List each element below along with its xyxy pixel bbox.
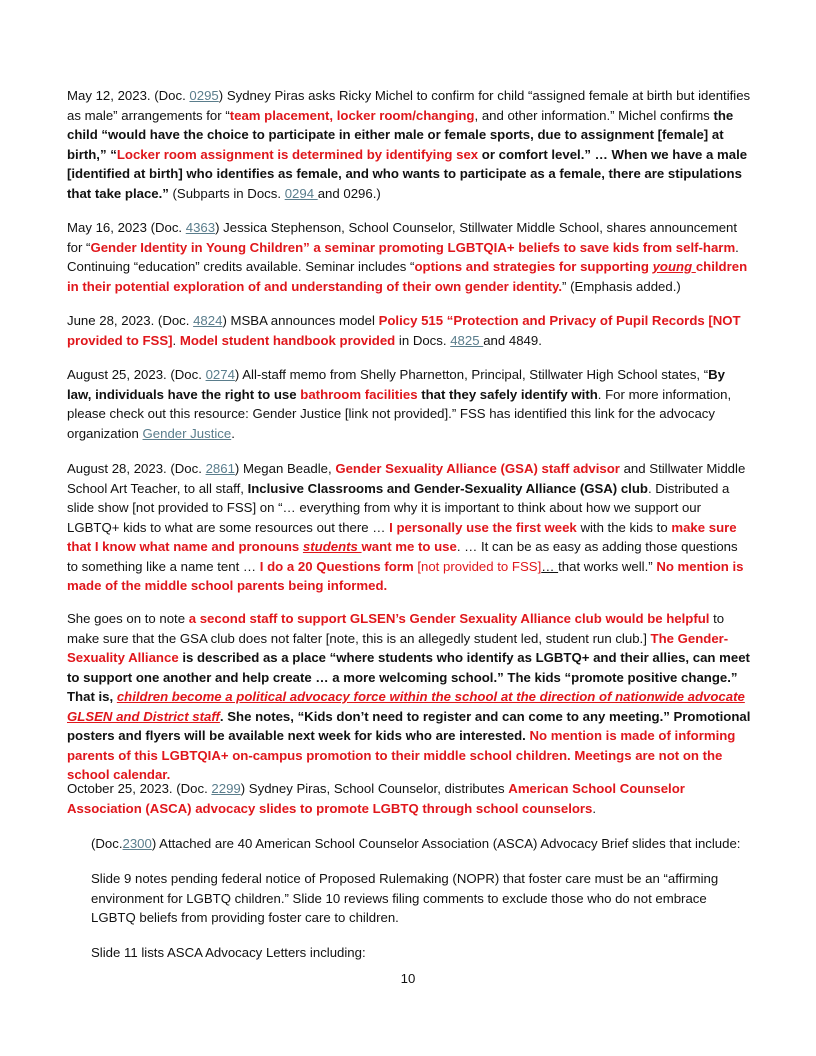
doc-link-4825[interactable]: 4825 — [450, 332, 484, 348]
doc-link-2299[interactable]: 2299 — [211, 781, 241, 796]
entry-text: ” (Emphasis added.) — [562, 278, 681, 294]
entry-slide-9-10 — [91, 869, 751, 928]
entry-text: ) Jessica Stephenson, School Counselor, Stillwater Middle School, shares announcement for “ — [67, 220, 738, 255]
entry-text: (Doc. — [91, 836, 123, 851]
entry-may-16-2023 — [67, 218, 752, 296]
red-emphasis: make sure that I know what name and pronouns — [67, 519, 737, 554]
entry-text: that works well.” — [558, 558, 657, 574]
entry-text: . … It can be as easy as adding those questions to something like a name tent … — [67, 539, 738, 574]
entry-text: ) Sydney Piras, School Counselor, distributes — [240, 781, 509, 796]
entry-slide-11 — [91, 943, 751, 963]
red-emphasis: want me to use — [361, 539, 457, 554]
red-emphasis: The Gender-Sexuality Alliance — [67, 630, 729, 665]
bold-quote: or comfort level.” … When we have a male [identified at birth] who identifies as female, and who wants to participate as a female, there are stipulations that take place.” — [67, 146, 748, 201]
red-emphasis: No mention is made of the middle school parents being informed. — [67, 558, 744, 593]
red-underlined-emphasis: children become a political advocacy force within the school at the direction of nationwide advocate GLSEN and District staff — [67, 689, 745, 724]
red-emphasis: Gender Sexuality Alliance (GSA) staff advisor — [335, 461, 620, 476]
entry-text: ) Megan Beadle, — [234, 461, 336, 476]
entry-may-12-2023 — [67, 86, 752, 203]
red-emphasis: American School Counselor Association (ASCA) advocacy slides to promote LGBTQ through school counselors — [67, 781, 685, 816]
entry-text: ) Sydney Piras asks Ricky Michel to confirm for child “assigned female at birth but identifies as male” arrangements for “ — [67, 88, 751, 123]
entry-text: . — [231, 425, 235, 441]
entry-text: . For more information, please check out this resource: Gender Justice [link not provided].” FSS has identified this link for the advocacy organization — [67, 386, 732, 441]
red-underlined-emphasis: students — [302, 539, 362, 554]
entry-text: May 16, 2023 (Doc. — [67, 220, 186, 235]
entry-text: June 28, 2023. (Doc. — [67, 313, 194, 328]
entry-text: to make sure that the GSA club does not falter [note, this is an allegedly student led, student run club.] — [67, 611, 725, 646]
entry-august-25-2023 — [67, 365, 752, 443]
doc-link-2300[interactable]: 2300 — [122, 836, 152, 851]
entry-text: ) MSBA announces model — [222, 313, 379, 328]
entry-text: . Distributed a slide show [not provided to FSS] on “… everything from why it is important to think about how we support our LGBTQ+ kids to what are some resources out there … — [67, 480, 730, 535]
entry-june-28-2023 — [67, 311, 752, 350]
entry-text: . — [172, 332, 180, 348]
entry-text: August 28, 2023. (Doc. — [67, 461, 206, 476]
red-emphasis: Gender Identity in Young Children” a seminar promoting LGBTQIA+ beliefs to save kids from self-harm — [90, 239, 736, 255]
red-emphasis: team placement, locker room/changing — [229, 107, 475, 123]
red-emphasis: I do a 20 Questions form — [259, 558, 414, 574]
entry-text: . — [592, 800, 597, 816]
red-underlined-emphasis: young — [652, 259, 696, 274]
entry-text: . Continuing “education” credits available. Seminar includes “ — [67, 239, 739, 274]
red-emphasis: Model student handbook provided — [179, 332, 396, 348]
doc-link-0295[interactable]: 0295 — [189, 88, 219, 103]
entry-text: ) All-staff memo from Shelly Pharnetton, Principal, Stillwater High School states, “ — [234, 367, 709, 382]
red-emphasis: No mention is made of informing parents of this LGBTQIA+ on-campus promotion to their middle school children. Meetings are not on the school calendar. — [67, 728, 736, 782]
entry-text: ) Attached are 40 American School Counselor Association (ASCA) Advocacy Brief slides that include: — [151, 836, 741, 851]
entry-august-28-2023 — [67, 459, 752, 596]
bold-quote: By law, individuals have the right to use — [67, 367, 725, 402]
bold-title: Inclusive Classrooms and Gender-Sexuality Alliance (GSA) club — [247, 480, 648, 496]
bold-quote: is described as a place “where students who identify as LGBTQ+ and their allies, can meet to support one another and help create … a more welcoming school.” The kids “promote positive change.” That is, — [67, 650, 750, 704]
entry-text: Slide 11 lists ASCA Advocacy Letters including: — [91, 945, 366, 960]
entry-text: Slide 9 notes pending federal notice of Proposed Rulemaking (NOPR) that foster care must be an “affirming environment for LGBTQ children.” Slide 10 reviews filing comments to exclude those who do not embrace LGBTQ beliefs from providing foster care to children. — [91, 871, 719, 925]
red-emphasis: options and strategies for supporting — [414, 259, 653, 274]
red-emphasis: bathroom facilities — [300, 386, 418, 402]
entry-text: and Stillwater Middle School Art Teacher, to all staff, — [67, 461, 746, 496]
bold-quote: that they safely identify with — [417, 386, 598, 402]
doc-link-4363[interactable]: 4363 — [185, 220, 216, 235]
entry-gsa-followup — [67, 609, 752, 785]
doc-link-0274[interactable]: 0274 — [205, 367, 235, 382]
red-emphasis: Locker room assignment is determined by identifying sex — [116, 146, 479, 162]
entry-text: and 0296.) — [317, 185, 381, 201]
entry-text: August 25, 2023. (Doc. — [67, 367, 206, 382]
red-emphasis: a second staff to support GLSEN’s Gender Sexuality Alliance club would be helpful — [188, 611, 710, 626]
entry-text: October 25, 2023. (Doc. — [67, 781, 212, 796]
entry-text: in Docs. — [395, 332, 451, 348]
entry-text: (Subparts in Docs. — [168, 185, 285, 201]
red-emphasis: children in their potential exploration of and understanding of their own gender identity. — [67, 259, 748, 294]
doc-link-4824[interactable]: 4824 — [193, 313, 223, 328]
doc-link-2861[interactable]: 2861 — [205, 461, 235, 476]
red-emphasis: Policy 515 “Protection and Privacy of Pupil Records [NOT provided to FSS] — [67, 313, 741, 348]
entry-text: She goes on to note — [67, 611, 189, 626]
entry-text: and 4849. — [483, 332, 542, 348]
entry-text: May 12, 2023. (Doc. — [67, 88, 190, 103]
red-note: [not provided to FSS] — [413, 558, 542, 574]
entry-october-25-2023 — [67, 779, 752, 818]
page-number: 10 — [400, 971, 416, 986]
entry-doc-2300 — [91, 834, 751, 854]
doc-link-0294[interactable]: 0294 — [284, 185, 318, 201]
red-emphasis: I personally use the first week — [389, 519, 577, 535]
entry-text: with the kids to — [576, 519, 672, 535]
gender-justice-link[interactable]: Gender Justice — [142, 425, 232, 441]
bold-quote: the child “would have the choice to participate in either male or female sports, due to assignment [female] at birth,” “ — [67, 107, 734, 162]
bold-quote: . She notes, “Kids don’t need to register and can come to any meeting.” Promotional posters and flyers will be available next week for kids who are interested. — [67, 708, 751, 743]
underlined-ellipsis: … — [541, 558, 559, 574]
entry-text: , and other information.” Michel confirms — [474, 107, 714, 123]
